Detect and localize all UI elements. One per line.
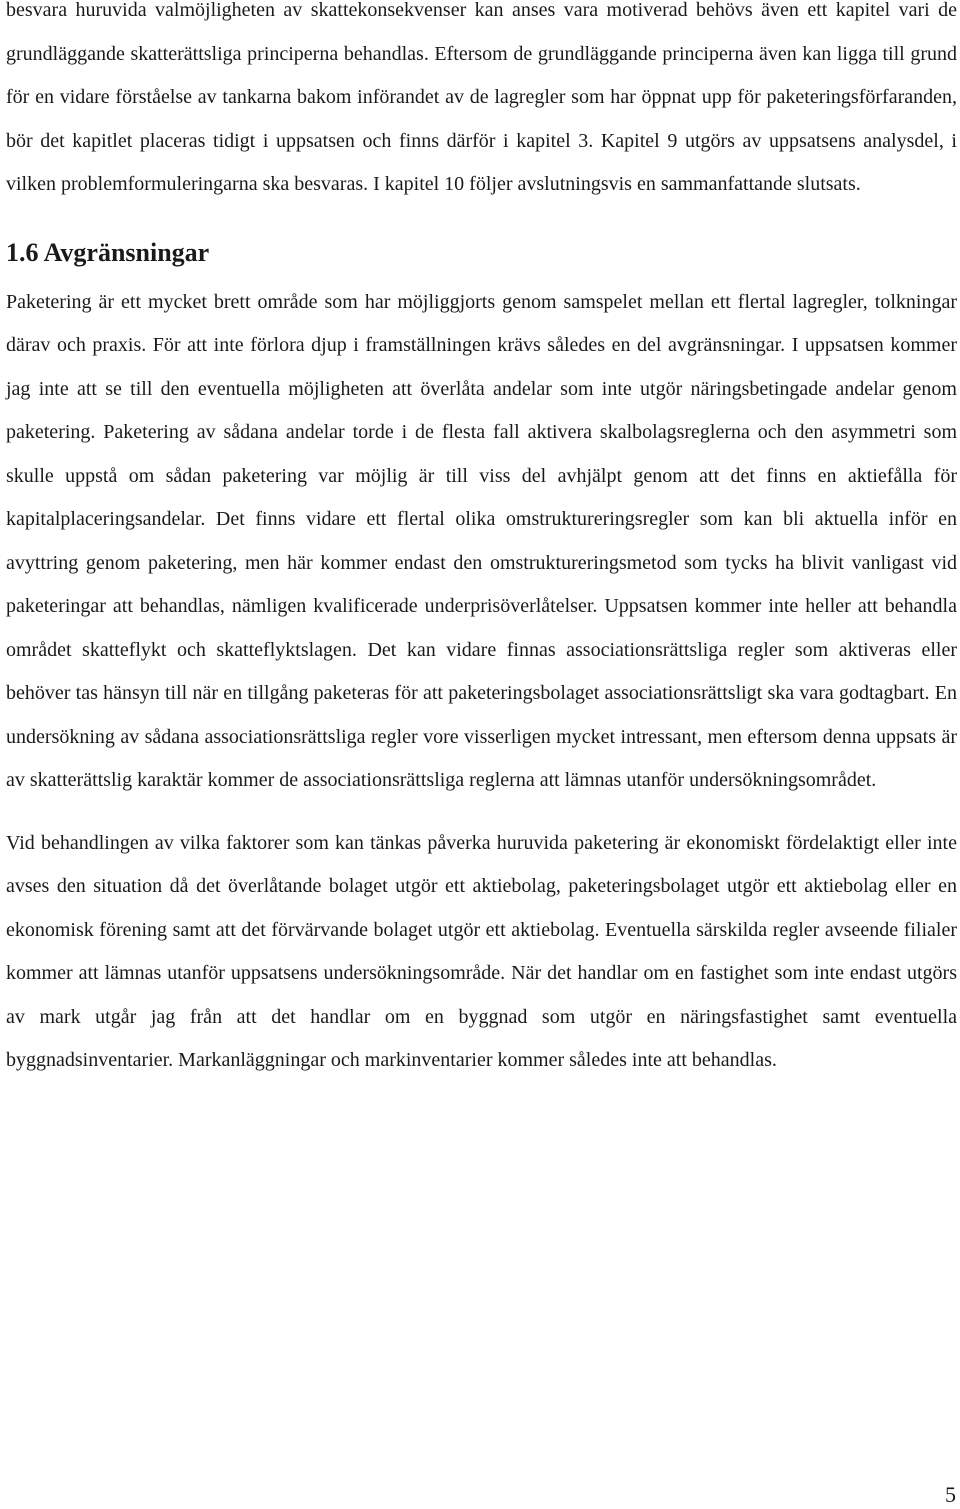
paragraph-limitations: Paketering är ett mycket brett område som har möjliggjorts genom samspelet mellan ett flertal lagregler, tolkningar därav och praxis. För att inte förlora djup i framställningen krävs således en del avgränsningar. I uppsatsen kommer jag inte att se till den eventuella möjligheten att överlåta andelar som inte utgör näringsbetingade andelar genom paketering. Paketering av sådana andelar torde i de flesta fall aktivera skalbolagsreglerna och den asymmetri som skulle uppstå om sådan paketering var möjlig är till viss del avhjälpt genom att det finns en aktiefålla för kapitalplaceringsandelar. Det finns vidare ett flertal olika omstruktureringsregler som kan bli aktuella inför en avyttring genom paketering, men här kommer endast den omstruktureringsmetod som tycks ha blivit vanligast vid paketeringar att behandlas, nämligen kvalificerade underprisöverlåtelser. Uppsatsen kommer inte heller att behandla området skatteflykt och skatteflyktslagen. Det kan vidare finnas associationsrättsliga regler som aktiveras eller behöver tas hänsyn till när en tillgång paketeras för att paketeringsbolaget associationsrättsligt ska vara godtagbart. En undersökning av sådana associationsrättsliga regler vore visserligen mycket intressant, men eftersom denna uppsats är av skatterättslig karaktär kommer de associationsrättsliga reglerna att lämnas utanför undersökningsområdet. (6, 290, 957, 791)
page-number: 5 (945, 1482, 956, 1507)
paragraph-intro-continuation: besvara huruvida valmöjligheten av skattekonsekvenser kan anses vara motiverad behövs även ett kapitel vari de grundläggande skatterättsliga principerna behandlas. Eftersom de grundläggande principerna även kan ligga till grund för en vidare förståelse av tankarna bakom införandet av de lagregler som har öppnat upp för paketeringsförfaranden, bör det kapitlet placeras tidigt i uppsatsen och finns därför i kapitel 3. Kapitel 9 utgörs av uppsatsens analysdel, i vilken problemformuleringarna ska besvaras. I kapitel 10 följer avslutningsvis en sammanfattande slutsats. (6, 0, 957, 195)
paragraph-factors: Vid behandlingen av vilka faktorer som kan tänkas påverka huruvida paketering är ekonomiskt fördelaktigt eller inte avses den situation då det överlåtande bolaget utgör ett aktiebolag, paketeringsbolaget utgör ett aktiebolag eller en ekonomisk förening samt att det förvärvande bolaget utgör ett aktiebolag. Eventuella särskilda regler avseende filialer kommer att lämnas utanför uppsatsens undersökningsområde. När det handlar om en fastighet som inte endast utgörs av mark utgår jag från att det handlar om en byggnad som utgör en näringsfastighet samt eventuella byggnadsinventarier. Markanläggningar och markinventarier kommer således inte att behandlas. (6, 831, 957, 1071)
section-heading: 1.6 Avgränsningar (6, 237, 210, 267)
